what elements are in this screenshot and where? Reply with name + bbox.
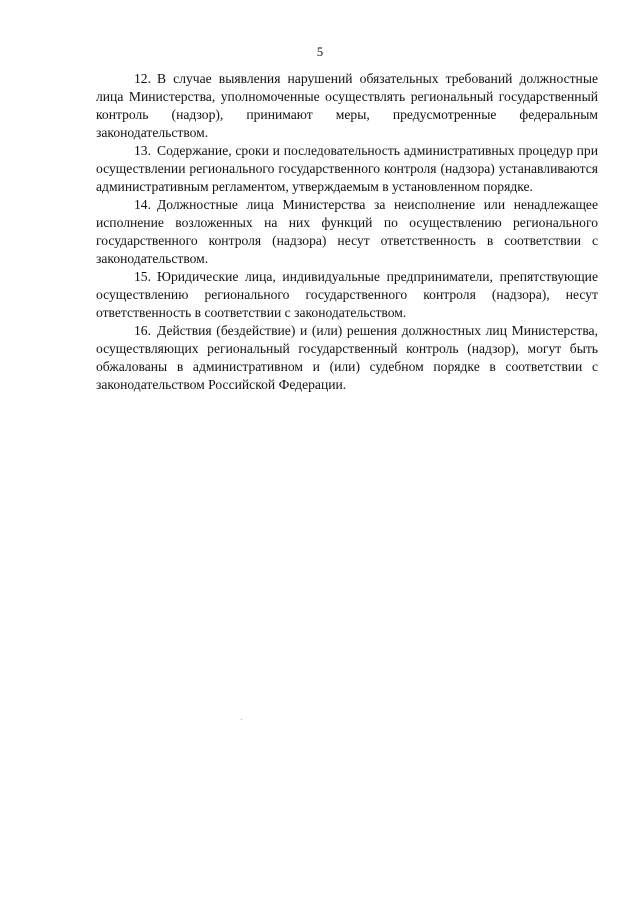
paragraph-text: Содержание, сроки и последовательность административных процедур при осуществлении регионального государственного контроля (надзора) устанавливаются административным регламентом, утверждаемым в установленном порядке.: [96, 143, 598, 194]
paragraph-12: [96, 70, 598, 142]
scan-speck: [241, 719, 242, 720]
paragraph-number: 14.: [134, 197, 151, 212]
paragraph-number: 15.: [134, 269, 151, 284]
paragraph-text: В случае выявления нарушений обязательных требований должностные лица Министерства, уполномоченные осуществлять региональный государственный контроль (надзор), принимают меры, предусмотренные федеральным законодательством.: [96, 71, 598, 140]
page-number: 5: [316, 45, 324, 59]
paragraph-13: [96, 142, 598, 196]
paragraph-text: Должностные лица Министерства за неисполнение или ненадлежащее исполнение возложенных на них функций по осуществлению регионального государственного контроля (надзора) несут ответственность в соответствии с законодательством.: [96, 197, 598, 266]
paragraph-text: Юридические лица, индивидуальные предприниматели, препятствующие осуществлению регионального государственного контроля (надзора), несут ответственность в соответствии с законодательством.: [96, 269, 598, 320]
paragraph-number: 13.: [134, 143, 151, 158]
paragraph-number: 16.: [134, 323, 151, 338]
paragraph-14: [96, 196, 598, 268]
paragraph-16: [96, 322, 598, 394]
document-body: [96, 70, 598, 394]
paragraph-text: Действия (бездействие) и (или) решения должностных лиц Министерства, осуществляющих региональный государственный контроль (надзор), могут быть обжалованы в административном и (или) судебном порядке в соответствии с законодательством Российской Федерации.: [96, 323, 598, 392]
paragraph-number: 12.: [134, 71, 151, 86]
paragraph-15: [96, 268, 598, 322]
